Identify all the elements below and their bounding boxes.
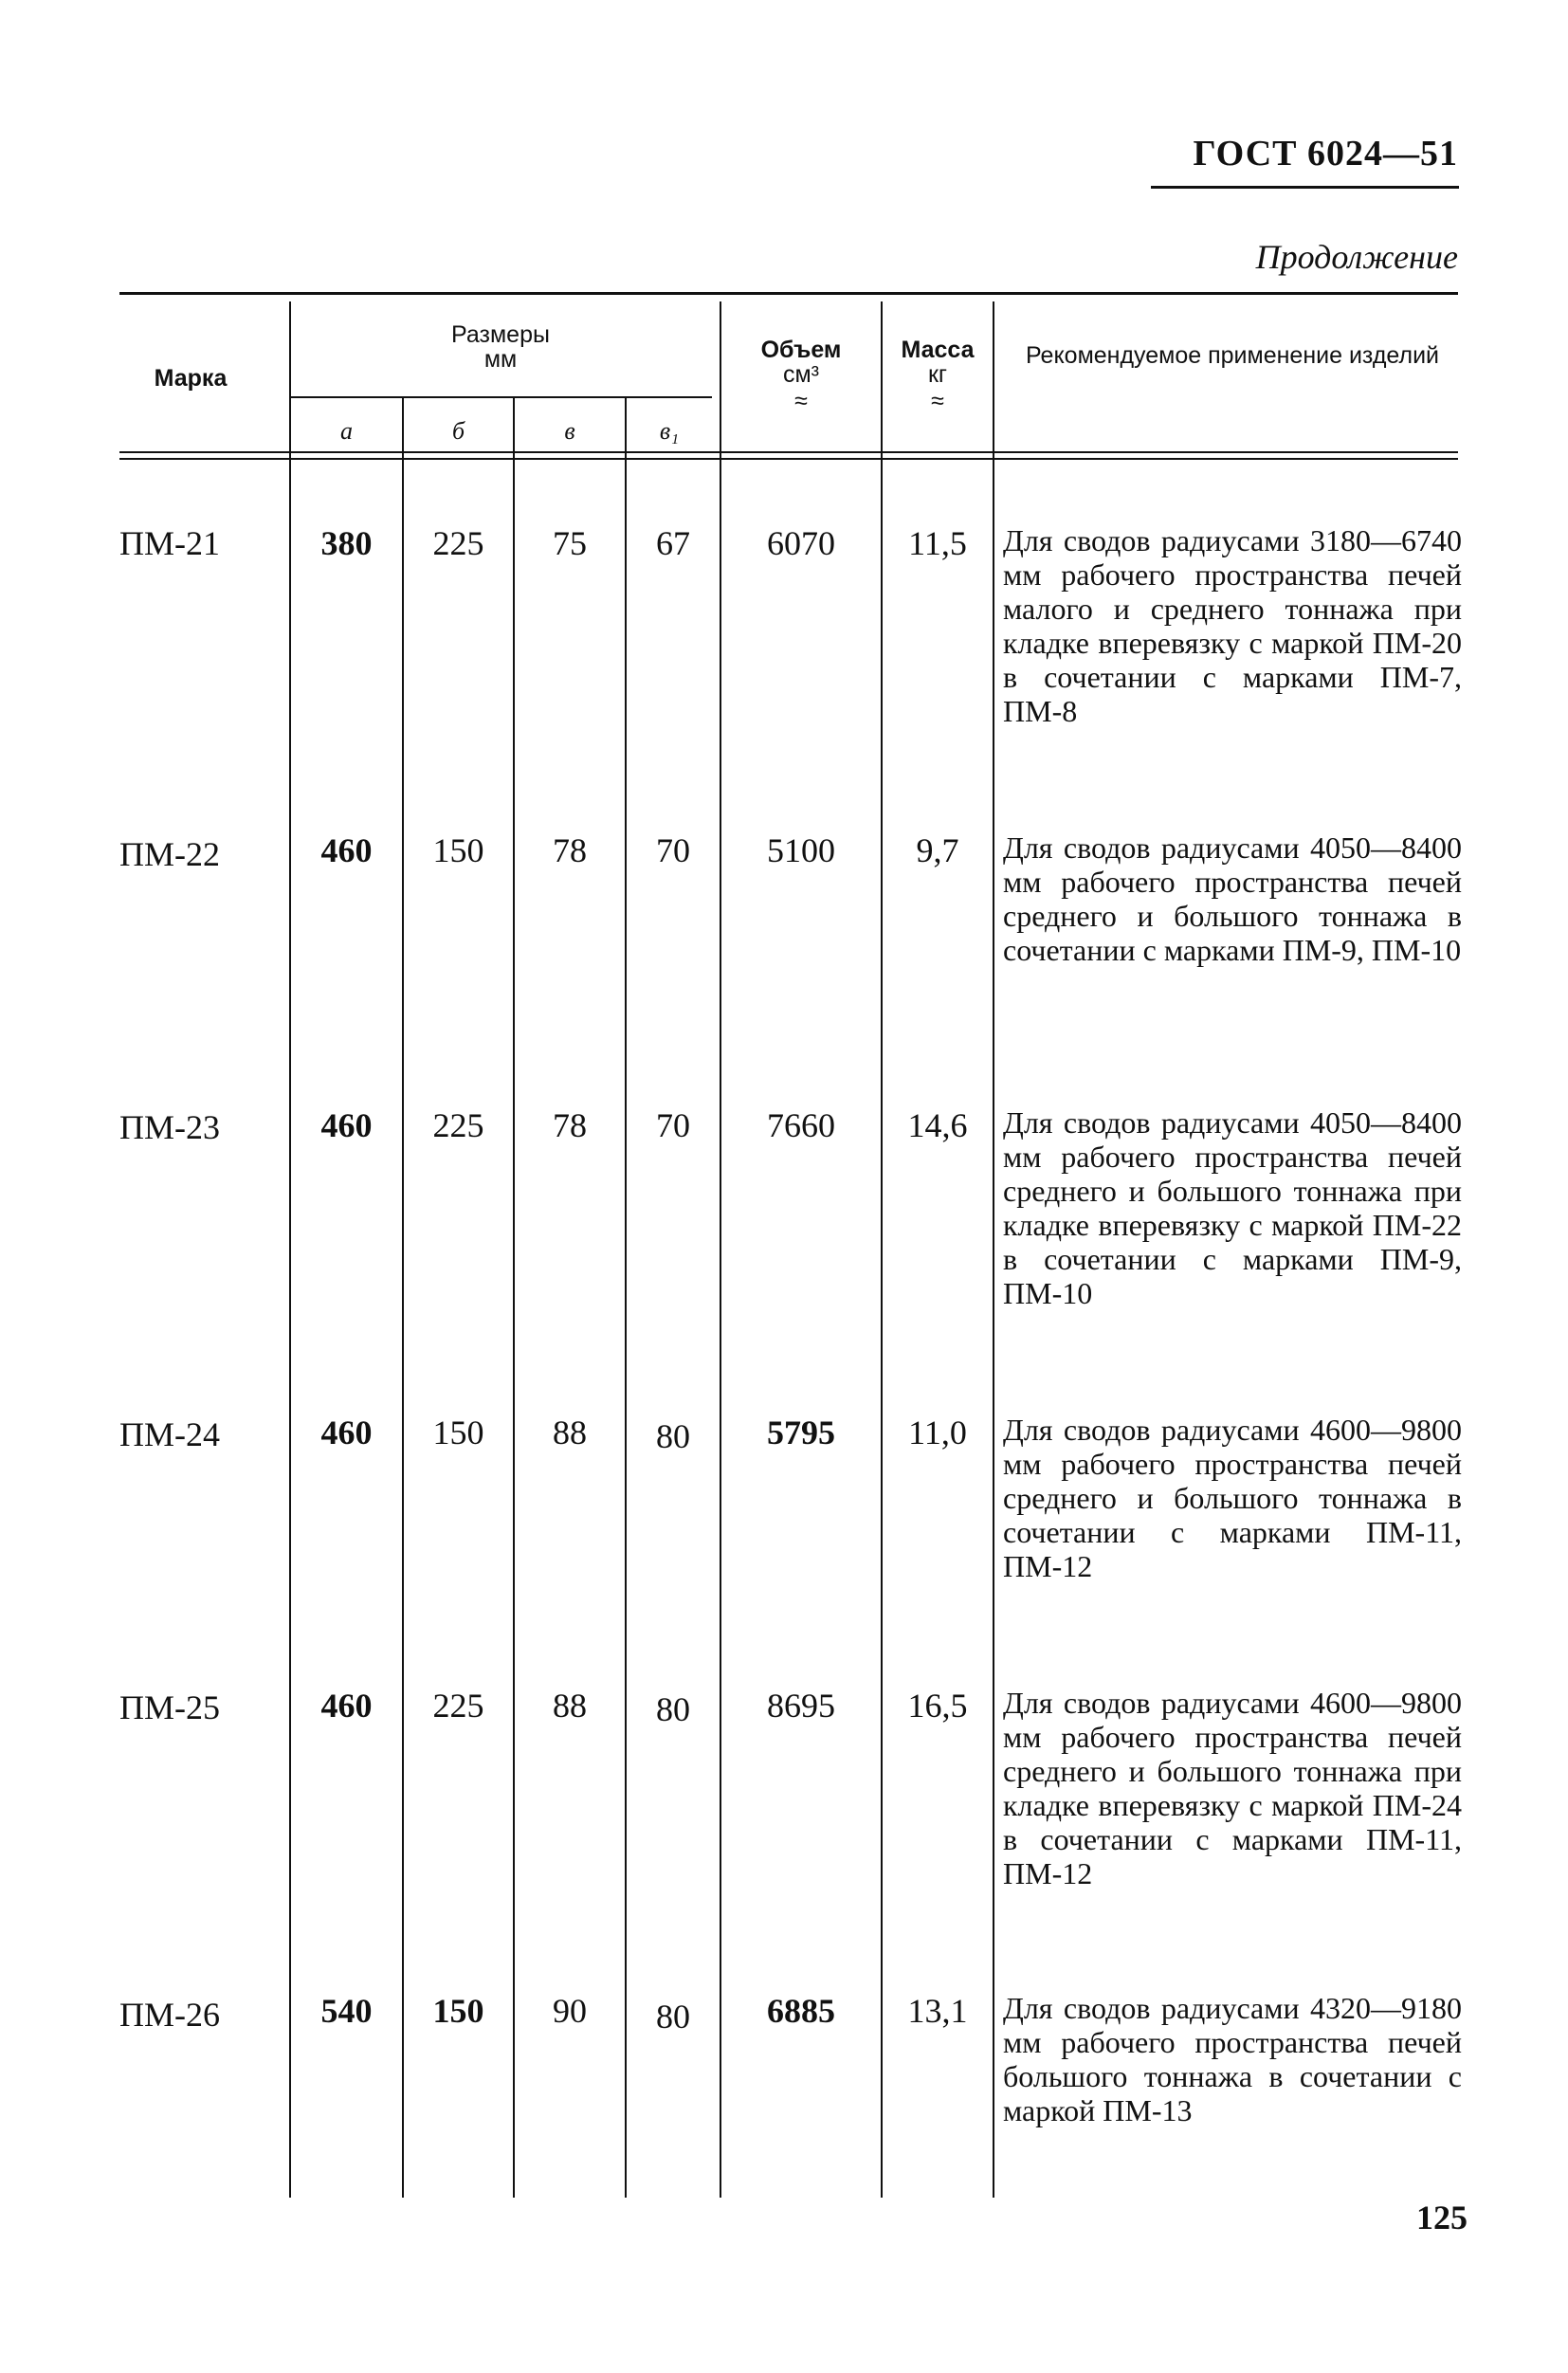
row-v: 90 bbox=[553, 1992, 587, 2030]
row-volume: 7660 bbox=[767, 1106, 835, 1144]
row-usage: Для сводов радиусами 4320—9180 мм рабочего пространства печей большого тоннажа в сочетании с маркой ПМ-13 bbox=[1003, 1991, 1462, 2127]
row-usage: Для сводов радиусами 4600—9800 мм рабочего пространства печей среднего и большого тоннажа в сочетании с марками ПМ-11, ПМ-12 bbox=[1003, 1413, 1462, 1583]
row-v1: 80 bbox=[656, 1998, 690, 2035]
row-v: 88 bbox=[553, 1414, 587, 1451]
row-v: 75 bbox=[553, 524, 587, 562]
col-line-a bbox=[289, 301, 291, 2198]
header-mass-approx: ≈ bbox=[931, 388, 944, 414]
row-mass: 11,0 bbox=[908, 1414, 967, 1451]
header-a: а bbox=[340, 417, 353, 445]
header-volume-title: Объем bbox=[760, 337, 842, 363]
header-b: б bbox=[451, 417, 465, 445]
title-underline bbox=[1151, 186, 1459, 189]
page-number: 125 bbox=[1416, 2199, 1468, 2236]
row-volume: 5100 bbox=[767, 831, 835, 869]
header-usage: Рекомендуемое применение изделий bbox=[1025, 342, 1440, 369]
row-a: 460 bbox=[320, 1106, 373, 1144]
header-sizes-title: Размеры bbox=[451, 321, 550, 348]
row-a: 460 bbox=[320, 831, 373, 869]
row-mark: ПМ-24 bbox=[119, 1415, 220, 1453]
row-mark: ПМ-23 bbox=[119, 1108, 220, 1146]
row-mass: 16,5 bbox=[907, 1687, 968, 1725]
header-bottom-rule bbox=[119, 451, 1458, 453]
row-a: 380 bbox=[320, 524, 373, 562]
row-volume: 6885 bbox=[767, 1992, 835, 2030]
header-volume-approx: ≈ bbox=[794, 388, 808, 414]
col-line-mass bbox=[881, 301, 883, 2198]
row-mass: 11,5 bbox=[908, 524, 967, 562]
col-line-volume bbox=[720, 301, 721, 2198]
row-v: 78 bbox=[553, 831, 587, 869]
row-volume: 6070 bbox=[767, 524, 835, 562]
col-line-v1 bbox=[625, 398, 627, 2198]
document-title: ГОСТ 6024—51 bbox=[1193, 134, 1458, 173]
table-top-rule bbox=[119, 292, 1458, 295]
row-b: 225 bbox=[432, 524, 484, 562]
header-bottom-rule-2 bbox=[119, 458, 1458, 460]
row-mark: ПМ-21 bbox=[119, 524, 220, 562]
row-usage: Для сводов радиусами 4600—9800 мм рабочего пространства печей среднего и большого тоннажа при кладке вперевязку с маркой ПМ-24 в сочетании с марками ПМ-11, ПМ-12 bbox=[1003, 1686, 1462, 1890]
header-sizes-unit: мм bbox=[483, 346, 518, 373]
row-v1: 70 bbox=[656, 1106, 690, 1144]
row-b: 150 bbox=[432, 1992, 484, 2030]
row-mark: ПМ-22 bbox=[119, 835, 220, 873]
header-v: в bbox=[564, 417, 575, 445]
sizes-header-rule bbox=[289, 396, 712, 398]
row-a: 540 bbox=[320, 1992, 373, 2030]
row-v: 78 bbox=[553, 1106, 587, 1144]
col-line-v bbox=[513, 398, 515, 2198]
row-usage: Для сводов радиусами 4050—8400 мм рабочего пространства печей среднего и большого тоннажа в сочетании с марками ПМ-9, ПМ-10 bbox=[1003, 831, 1462, 967]
row-b: 150 bbox=[432, 1414, 484, 1451]
row-usage: Для сводов радиусами 3180—6740 мм рабочего пространства печей малого и среднего тоннажа при кладке вперевязку с маркой ПМ-20 в сочетании с марками ПМ-7, ПМ-8 bbox=[1003, 523, 1462, 728]
row-mass: 9,7 bbox=[916, 831, 959, 869]
continuation-label: Продолжение bbox=[1255, 238, 1458, 276]
row-volume: 8695 bbox=[767, 1687, 835, 1725]
row-mass: 14,6 bbox=[907, 1106, 968, 1144]
row-usage: Для сводов радиусами 4050—8400 мм рабочего пространства печей среднего и большого тоннажа при кладке вперевязку с маркой ПМ-22 в сочетании с марками ПМ-9, ПМ-10 bbox=[1003, 1105, 1462, 1310]
row-b: 150 bbox=[432, 831, 484, 869]
row-volume: 5795 bbox=[767, 1414, 835, 1451]
row-v1: 80 bbox=[656, 1417, 690, 1455]
header-v1: в₁ bbox=[659, 417, 680, 445]
row-mass: 13,1 bbox=[907, 1992, 968, 2030]
header-mass-title: Масса bbox=[901, 337, 975, 363]
row-v1: 80 bbox=[656, 1690, 690, 1728]
row-v1: 67 bbox=[656, 524, 690, 562]
row-b: 225 bbox=[432, 1106, 484, 1144]
header-mark: Марка bbox=[154, 365, 228, 392]
row-mark: ПМ-25 bbox=[119, 1688, 220, 1726]
header-mass-unit: кг bbox=[927, 361, 948, 388]
row-b: 225 bbox=[432, 1687, 484, 1725]
header-volume-unit: см³ bbox=[782, 361, 819, 388]
col-line-b bbox=[402, 398, 404, 2198]
row-mark: ПМ-26 bbox=[119, 1996, 220, 2034]
col-line-usage bbox=[993, 301, 994, 2198]
row-v1: 70 bbox=[656, 831, 690, 869]
row-a: 460 bbox=[320, 1414, 373, 1451]
row-a: 460 bbox=[320, 1687, 373, 1725]
row-v: 88 bbox=[553, 1687, 587, 1725]
